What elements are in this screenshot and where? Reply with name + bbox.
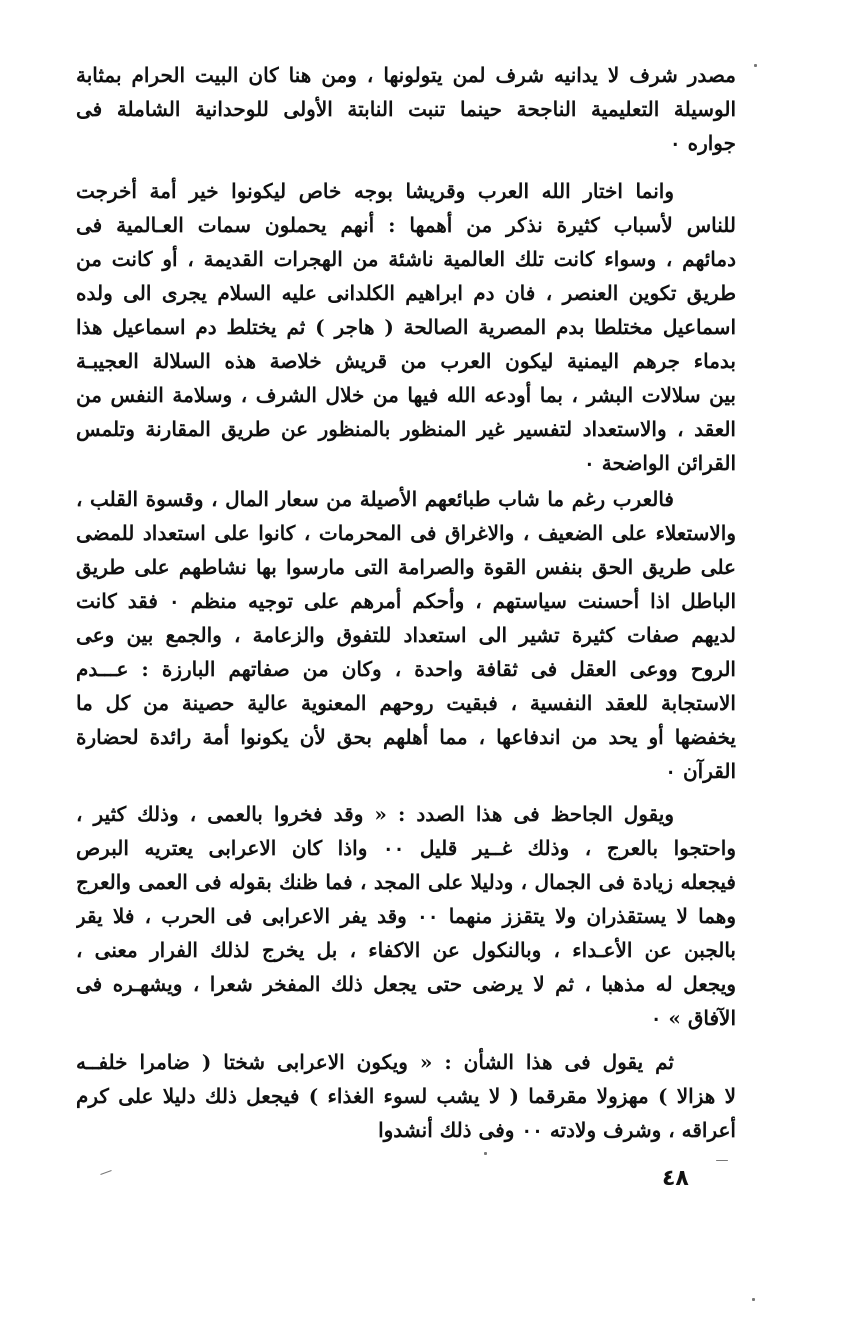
text-line: للناس لأسباب كثيرة نذكر من أهمها : أنهم يحملون سمات العـالمية فى: [76, 213, 736, 237]
text-line: لديهم صفات كثيرة تشير الى استعداد للتفوق والزعامة ، والجمع بين وعى: [76, 623, 736, 647]
text-line: لا هزالا ) مهزولا مقرقما ( لا يشب لسوء الغذاء ) فيجعل ذلك دليلا على كرم: [76, 1084, 736, 1108]
text-line: العقد ، والاستعداد لتفسير غير المنظور بالمنظور عن طريق المقارنة وتلمس: [76, 417, 736, 441]
scan-speck: [716, 1160, 728, 1161]
text-line: ويقول الجاحظ فى هذا الصدد : « وقد فخروا بالعمى ، وذلك كثير ،: [76, 802, 674, 826]
text-line: جواره ٠: [669, 131, 736, 155]
text-line: وانما اختار الله العرب وقريشا بوجه خاص ليكونوا خير أمة أخرجت: [76, 179, 674, 203]
text-line: فالعرب رغم ما شاب طبائعهم الأصيلة من سعار المال ، وقسوة القلب ،: [76, 487, 674, 511]
text-line: مصدر شرف لا يدانيه شرف لمن يتولونها ، ومن هنا كان البيت الحرام بمثابة: [76, 63, 736, 87]
text-line: الوسيلة التعليمية الناجحة حينما تنبت النابتة الأولى للوحدانية الشاملة فى: [76, 97, 736, 121]
text-line: على طريق الحق بنفس القوة والصرامة التى مارسوا بها نشاطهم على طريق: [76, 555, 736, 579]
text-line: وهما لا يستقذران ولا يتقزز منهما ٠٠ وقد يفر الاعرابى فى الحرب ، فلا يقر: [76, 904, 736, 928]
text-line: بين سلالات البشر ، بما أودعه الله فيها من خلال الشرف ، وسلامة النفس من: [76, 383, 736, 407]
paragraph-5: [76, 1045, 736, 1147]
paragraph-4: [76, 797, 736, 1035]
text-line: أعراقه ، وشرف ولادته ٠٠ وفى ذلك أنشدوا: [378, 1118, 736, 1142]
text-line: طريق تكوين العنصر ، فان دم ابراهيم الكلدانى عليه السلام يجرى الى ولده: [76, 281, 736, 305]
paragraph-3: [76, 482, 736, 788]
text-line: الروح ووعى العقل فى ثقافة واحدة ، وكان من صفاتهم البارزة : عـــدم: [76, 657, 736, 681]
paragraph-1: [76, 58, 736, 160]
text-line: واحتجوا بالعرج ، وذلك غــير قليل ٠٠ واذا كان الاعرابى يعتريه البرص: [76, 836, 736, 860]
text-line: الآفاق » ٠: [650, 1006, 736, 1030]
text-line: بدماء جرهم اليمنية ليكون العرب من قريش خلاصة هذه السلالة العجيبـة: [76, 349, 736, 373]
scan-speck: [754, 64, 757, 67]
scan-speck: [484, 1152, 487, 1155]
text-line: القرآن ٠: [665, 759, 736, 783]
text-line: ثم يقول فى هذا الشأن : « ويكون الاعرابى شختا ( ضامرا خلفــه: [76, 1050, 674, 1074]
text-line: الاستجابة للعقد النفسية ، فبقيت روحهم المعنوية عالية حصينة من كل ما: [76, 691, 736, 715]
text-line: ويجعل له مذهبا ، ثم لا يرضى حتى يجعل ذلك المفخر شعرا ، ويشهـره فى: [76, 972, 736, 996]
text-line: اسماعيل مختلطا بدم المصرية الصالحة ( هاجر ) ثم يختلط دم اسماعيل هذا: [76, 315, 736, 339]
text-line: الباطل اذا أحسنت سياستهم ، وأحكم أمرهم على توجيه منظم ٠ فقد كانت: [76, 589, 736, 613]
paragraph-2: [76, 174, 736, 480]
text-line: فيجعله زيادة فى الجمال ، ودليلا على المجد ، فما ظنك بقوله فى العمى والعرج: [76, 870, 736, 894]
text-line: القرائن الواضحة ٠: [584, 451, 736, 475]
text-line: دمائهم ، وسواء كانت تلك العالمية ناشئة من الهجرات القديمة ، أو كانت من: [76, 247, 736, 271]
scan-speck: [752, 1298, 755, 1301]
text-line: والاستعلاء على الضعيف ، والاغراق فى المحرمات ، كانوا على استعداد للمضى: [76, 521, 736, 545]
text-line: بالجبن عن الأعـداء ، وبالنكول عن الاكفاء ، بل يخرج لذلك الفرار معنى ،: [76, 938, 736, 962]
scan-speck: [100, 1170, 112, 1175]
page-number: ٤٨: [662, 1166, 689, 1191]
text-line: يخفضها أو يحد من اندفاعها ، مما أهلهم بحق لأن يكونوا أمة رائدة لحضارة: [76, 725, 736, 749]
